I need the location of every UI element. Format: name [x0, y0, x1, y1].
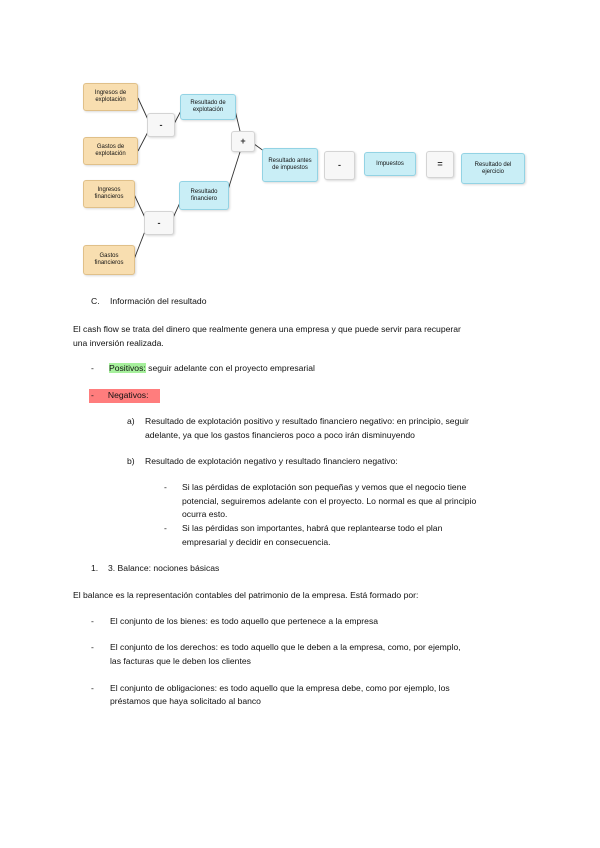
bullet: -: [91, 363, 94, 373]
list-item-line-1: El conjunto de los derechos: es todo aquello que le deben a la empresa, como, por ejemplo,: [110, 642, 461, 652]
negativos-line: [89, 389, 160, 403]
case-a-line-2: adelante, ya que los gastos financieros poco a poco irán disminuyendo: [145, 430, 415, 440]
sub-b1-line-3: ocurra esto.: [182, 509, 228, 519]
section-c-title: Información del resultado: [110, 296, 207, 306]
resultado-financiero-box: Resultado financiero: [179, 181, 229, 210]
resultado-antes-impuestos-box: Resultado antes de impuestos: [262, 148, 318, 182]
case-b-marker: b): [127, 456, 135, 466]
balance-paragraph: El balance es la representación contables del patrimonio de la empresa. Está formado por:: [73, 590, 419, 600]
minus-operator-bottom: -: [144, 211, 174, 235]
list-item-line-2: préstamos que haya solicitado al banco: [110, 696, 261, 706]
section-c-marker: C.: [91, 296, 100, 306]
equals-operator: =: [426, 151, 454, 178]
section-3-title: 3. Balance: nociones básicas: [108, 563, 220, 573]
cashflow-line-2: una inversión realizada.: [73, 338, 164, 348]
case-b-line-1: Resultado de explotación negativo y resultado financiero negativo:: [145, 456, 398, 466]
ingresos-explotacion-box: Ingresos de explotación: [83, 83, 138, 111]
case-a-marker: a): [127, 416, 135, 426]
minus-operator-mid: -: [324, 151, 355, 180]
list-item-line-1: El conjunto de obligaciones: es todo aquello que la empresa debe, como por ejemplo, los: [110, 683, 450, 693]
bullet: -: [91, 390, 94, 400]
list-item-line-1: El conjunto de los bienes: es todo aquello que pertenece a la empresa: [110, 616, 379, 626]
plus-operator: +: [231, 131, 255, 152]
bullet: -: [91, 683, 94, 693]
bullet: -: [91, 616, 94, 626]
resultado-explotacion-box: Resultado de explotación: [180, 94, 236, 120]
sub-b1-line-1: Si las pérdidas de explotación son pequeñas y vemos que el negocio tiene: [182, 482, 467, 492]
positivos-label: Positivos:: [109, 363, 146, 373]
cashflow-line-1: El cash flow se trata del dinero que realmente genera una empresa y que puede servir para recuperar: [73, 324, 461, 334]
positivos-text: seguir adelante con el proyecto empresarial: [145, 363, 315, 373]
negativos-label: Negativos:: [107, 390, 149, 400]
sub-b1-line-2: potencial, seguiremos adelante con el proyecto. Lo normal es que al principio: [182, 496, 477, 506]
minus-operator-top: -: [147, 113, 175, 137]
sub-b2-line-2: empresarial y decidir en consecuencia.: [182, 537, 331, 547]
bullet: -: [164, 482, 167, 492]
section-3-marker: 1.: [91, 563, 99, 573]
bullet: -: [91, 642, 94, 652]
bullet: -: [164, 523, 167, 533]
resultado-ejercicio-box: Resultado del ejercicio: [461, 153, 525, 184]
gastos-financieros-box: Gastos financieros: [83, 245, 135, 275]
list-item-line-2: las facturas que le deben los clientes: [110, 656, 251, 666]
impuestos-box: Impuestos: [364, 152, 416, 176]
case-a-line-1: Resultado de explotación positivo y resultado financiero negativo: en principio, seguir: [145, 416, 469, 426]
positivos-line: [109, 362, 315, 376]
sub-b2-line-1: Si las pérdidas son importantes, habrá que replantearse todo el plan: [182, 523, 443, 533]
ingresos-financieros-box: Ingresos financieros: [83, 180, 135, 208]
gastos-explotacion-box: Gastos de explotación: [83, 137, 138, 165]
